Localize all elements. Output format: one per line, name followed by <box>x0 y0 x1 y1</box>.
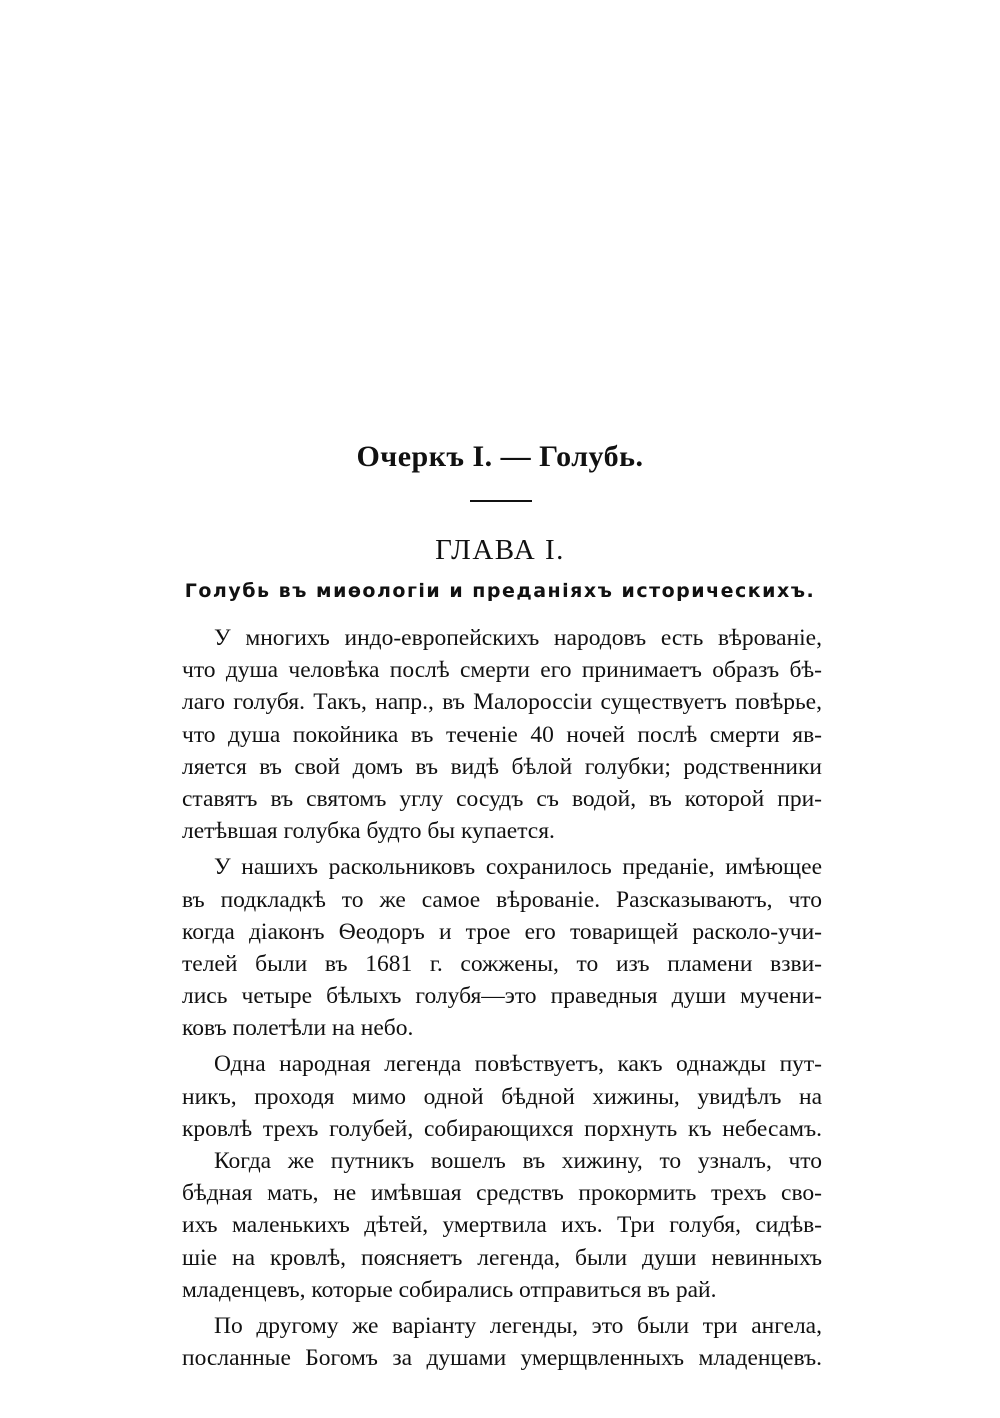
text-line: У нашихъ раскольниковъ сохранилось преданіе, имѣющее <box>214 854 822 881</box>
body-text <box>182 622 822 1378</box>
text-line: ихъ маленькихъ дѣтей, умертвила ихъ. Три голубя, сидѣв- <box>182 1212 822 1239</box>
paragraph <box>182 851 822 1044</box>
text-line: въ подкладкѣ то же самое вѣрованіе. Разсказываютъ, что <box>182 886 822 913</box>
text-line: младенцевъ, которые собирались отправиться въ рай. <box>182 1276 717 1303</box>
text-line: никъ, проходя мимо одной бѣдной хижины, увидѣлъ на <box>182 1083 822 1110</box>
paragraph <box>182 1310 822 1374</box>
text-line: У многихъ индо-европейскихъ народовъ есть вѣрованіе, <box>214 625 822 651</box>
text-line: кровлѣ трехъ голубей, собирающихся порхнуть къ небесамъ. <box>182 1115 822 1142</box>
text-line: ковъ полетѣли на небо. <box>182 1015 414 1042</box>
text-line: Когда же путникъ вошелъ въ хижину, то узналъ, что <box>214 1148 822 1174</box>
text-line: посланные Богомъ за душами умерщвленныхъ младенцевъ. <box>182 1345 822 1372</box>
text-line: лаго голубя. Такъ, напр., въ Малороссіи существуетъ повѣрье, <box>182 689 822 716</box>
text-line: По другому же варіанту легенды, это были три ангела, <box>214 1312 822 1339</box>
title-divider <box>470 500 532 502</box>
text-line: ляется въ свой домъ въ видѣ бѣлой голубки; родственники <box>182 753 822 780</box>
text-line: ставятъ въ святомъ углу сосудъ съ водой, въ которой при- <box>182 785 822 812</box>
text-line: летѣвшая голубка будто бы купается. <box>182 818 555 845</box>
text-line: бѣдная мать, не имѣвшая средствъ прокормить трехъ сво- <box>182 1180 822 1207</box>
text-line: телей были въ 1681 г. сожжены, то изъ пламени взви- <box>182 950 822 977</box>
text-line: что душа покойника въ теченіе 40 ночей послѣ смерти яв- <box>182 721 822 748</box>
essay-title: Очеркъ I. — Голубь. <box>356 440 644 473</box>
text-line: лись четыре бѣлыхъ голубя—это праведныя души мучени- <box>182 983 822 1010</box>
chapter-subtitle: Голубь въ миѳологіи и преданіяхъ историческихъ. <box>184 580 816 602</box>
text-line: что душа человѣка послѣ смерти его принимаетъ образъ бѣ- <box>182 657 822 684</box>
text-line: когда діаконъ Ѳеодоръ и трое его товарищей расколо-учи- <box>182 918 822 945</box>
paragraph <box>182 622 822 847</box>
text-line: шіе на кровлѣ, поясняетъ легенда, были души невинныхъ <box>182 1244 822 1271</box>
chapter-heading: ГЛАВА I. <box>435 534 565 566</box>
paragraph <box>182 1048 822 1306</box>
text-line: Одна народная легенда повѣствуетъ, какъ однажды пут- <box>214 1051 822 1078</box>
